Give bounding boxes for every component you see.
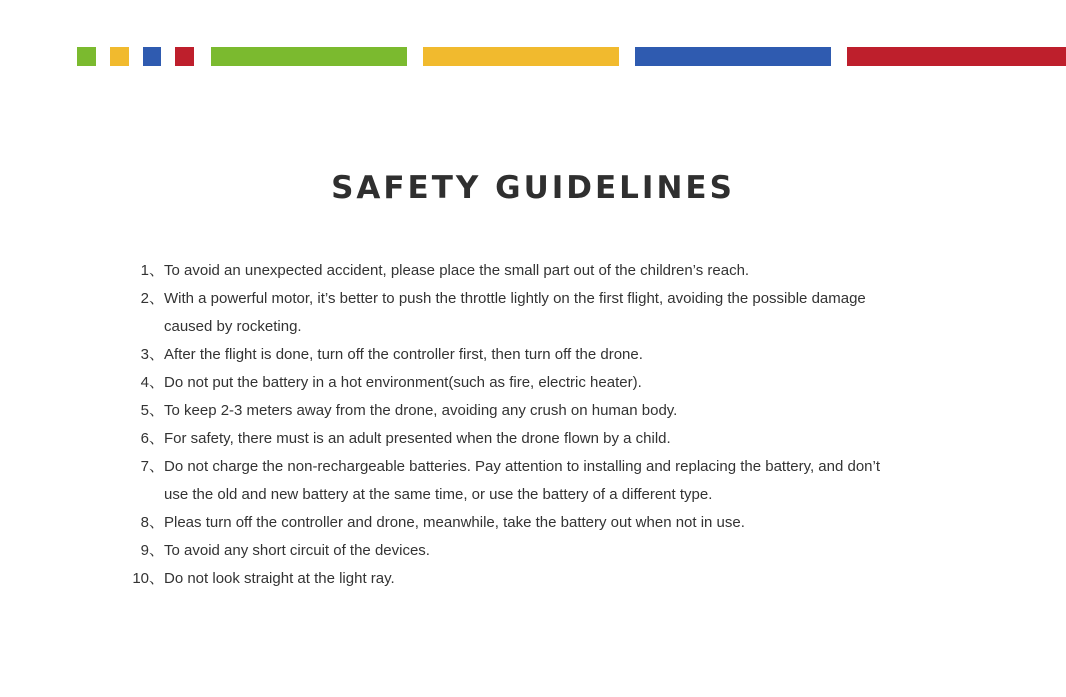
long-yellow-bar: [423, 47, 619, 66]
guideline-number: 1、: [140, 262, 164, 279]
guideline-number: 3、: [140, 346, 164, 363]
guideline-item: [128, 285, 948, 341]
guideline-item: [128, 341, 948, 369]
small-green-square: [77, 47, 96, 66]
guideline-item: [128, 397, 948, 425]
guideline-item: [128, 565, 948, 593]
guideline-item: [128, 509, 948, 537]
guideline-number: 5、: [140, 402, 164, 419]
guideline-number: 9、: [140, 542, 164, 559]
guideline-item: [128, 257, 948, 285]
guideline-text: For safety, there must is an adult presented when the drone flown by a child.: [164, 430, 671, 447]
guideline-text: To avoid any short circuit of the devices.: [164, 542, 430, 559]
guideline-number: 7、: [140, 458, 164, 475]
small-red-square: [175, 47, 194, 66]
guideline-text: Do not put the battery in a hot environment(such as fire, electric heater).: [164, 374, 642, 391]
guideline-text: Do not charge the non-rechargeable batteries. Pay attention to installing and replacing the battery, and don’t: [164, 458, 881, 475]
guideline-item: [128, 425, 948, 453]
small-yellow-square: [110, 47, 129, 66]
guideline-text: To keep 2-3 meters away from the drone, avoiding any crush on human body.: [164, 402, 678, 419]
guideline-number: 10、: [132, 570, 164, 587]
guideline-number: 8、: [140, 514, 164, 531]
page-title: SAFETY GUIDELINES: [331, 170, 735, 206]
guideline-number: 4、: [140, 374, 164, 391]
guidelines-list: [128, 257, 948, 593]
long-green-bar: [211, 47, 407, 66]
guideline-item: [128, 453, 948, 509]
guideline-number: 2、: [140, 290, 164, 307]
guideline-text: Do not look straight at the light ray.: [164, 570, 395, 587]
guideline-item: [128, 537, 948, 565]
small-blue-square: [143, 47, 161, 66]
guideline-text: With a powerful motor, it’s better to push the throttle lightly on the first flight, avoiding the possible damage: [164, 290, 866, 307]
guideline-text: caused by rocketing.: [164, 318, 302, 335]
long-blue-bar: [635, 47, 831, 66]
guideline-item: [128, 369, 948, 397]
guideline-text: After the flight is done, turn off the controller first, then turn off the drone.: [164, 346, 643, 363]
long-red-bar: [847, 47, 1066, 66]
guideline-number: 6、: [140, 430, 164, 447]
guideline-text: To avoid an unexpected accident, please place the small part out of the children’s reach.: [164, 262, 750, 279]
guideline-text: Pleas turn off the controller and drone, meanwhile, take the battery out when not in use.: [164, 514, 745, 531]
guideline-text: use the old and new battery at the same time, or use the battery of a different type.: [164, 486, 713, 503]
